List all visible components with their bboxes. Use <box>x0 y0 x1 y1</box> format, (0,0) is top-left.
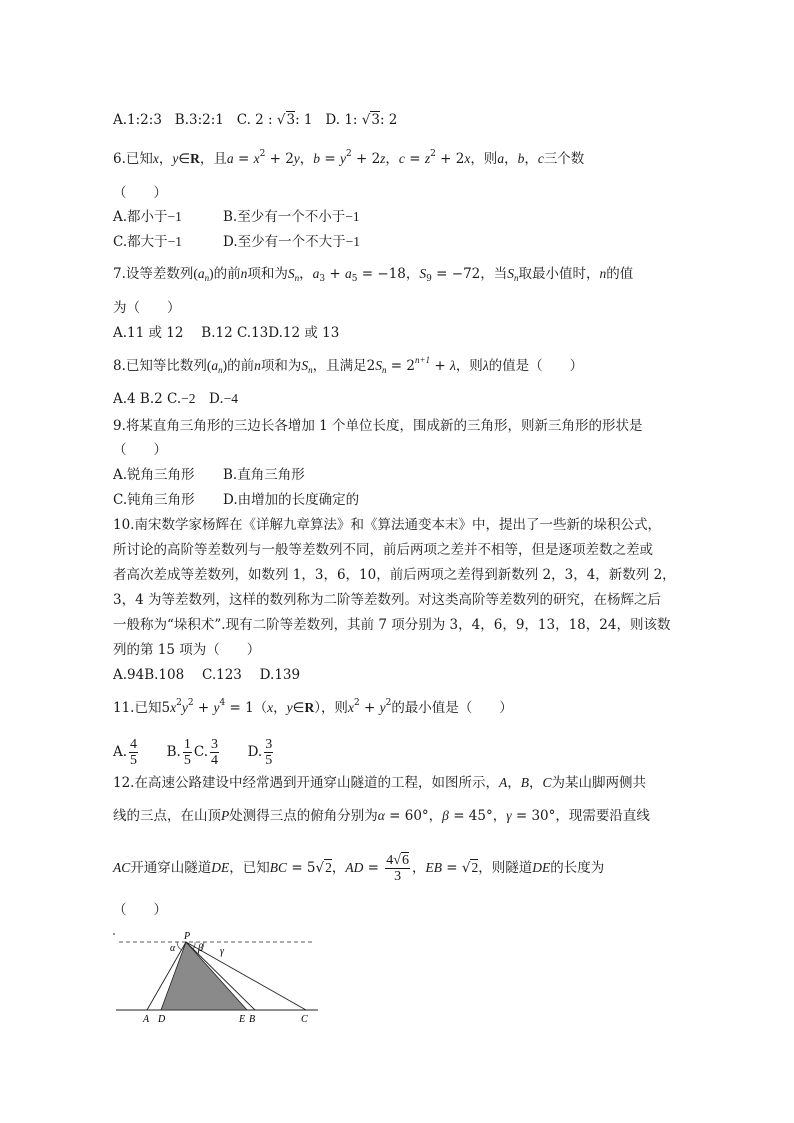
q10-line-1: 10.南宋数学家杨辉在《详解九章算法》和《算法通变本末》中，提出了一些新的垛积公式， <box>113 517 661 533</box>
q10-line-4: 3，4 为等差数列，这样的数列称为二阶等差数列。对这类高阶等差数列的研究，在杨辉之后 <box>113 592 661 608</box>
q6-options-row1 <box>113 207 360 227</box>
q5-option-d: D. 1: √3: 2 <box>325 112 398 128</box>
tunnel-figure <box>113 926 323 1026</box>
q11-option-a: A. $\frac{4}{5}$ <box>113 737 138 768</box>
q11-option-d: D. $\frac{3}{5}$ <box>247 737 273 768</box>
label-beta: β <box>198 943 203 954</box>
label-D: D <box>158 1014 166 1025</box>
q6-paren: （ ） <box>113 185 167 201</box>
q12-line-3: AC开通穿山隧道DE，已知BC = 5√2，AD = $\frac{4√6}{3}$ ，EB = √2，则隧道DE的长度为 <box>113 853 605 884</box>
q5-option-c: C. 2 : √3: 1 <box>236 112 313 128</box>
q9-option-a: A.锐角三角形 <box>113 467 195 483</box>
q5-options <box>113 110 397 130</box>
q9-option-b: B.直角三角形 <box>223 467 305 483</box>
q5-option-a: A.1:2:3 <box>113 112 162 128</box>
q9-stem: 9.将某直角三角形的三边长各增加 1 个单位长度，围成新的三角形，则新三角形的形状是 <box>113 418 643 434</box>
q7-stem: 7.设等差数列$(a_n)$的前n项和为$S_n$，$a_3 + a_5 = -18$，$S_9 = -72$，当$S_n$取最小值时，n的值 <box>113 266 634 284</box>
label-alpha: α <box>170 943 176 954</box>
q9-option-c: C.钝角三角形 <box>113 492 195 508</box>
label-A: A <box>143 1014 150 1025</box>
q6-stem: 6.已知x，y∈R，且$a = x^2 + 2y$，$b = y^2 + 2z$，$c = z^2 + 2x$，则a，b，c三个数 <box>113 149 585 167</box>
q5-option-b: B.3:2:1 <box>174 112 224 128</box>
q10-line-3: 者高次差成等差数列，如数列 1，3，6，10，前后两项之差得到新数列 2，3，4，新数列 2， <box>113 567 676 583</box>
q11-option-b: B. $\frac{1}{5}$ <box>166 737 191 768</box>
label-P: P <box>184 931 191 942</box>
label-gamma: γ <box>220 946 224 957</box>
q7-options: A.11 或 12 B.12 C.13D.12 或 13 <box>113 325 340 341</box>
q10-line-5: 一般称为“垛积术”.现有二阶等差数列，其前 7 项分别为 3，4，6，9，13，18，24，则该数 <box>113 617 671 633</box>
q9-paren: （ ） <box>113 442 167 458</box>
q11-options <box>113 732 275 772</box>
q12-line-1: 12.在高速公路建设中经常遇到开通穿山隧道的工程，如图所示，A，B，C为某山脚两侧共 <box>113 775 646 791</box>
label-B: B <box>249 1014 256 1025</box>
q12-line-2: 线的三点，在山顶P处测得三点的俯角分别为α = 60°，β = 45°，γ = 30°，现需要沿直线 <box>113 808 650 824</box>
q10-line-2: 所讨论的高阶等差数列与一般等差数列不同，前后两项之差并不相等，但是逐项差数之差或 <box>113 542 653 558</box>
q6-options-row2 <box>113 232 360 252</box>
q8-stem: 8.已知等比数列$(a_n)$的前n项和为$S_n$，且满足$2S_n = 2^{n+1} + \lambda$，则λ的值是（ ） <box>113 355 584 375</box>
q11-stem: 11.已知$5x^2y^2 + y^4 = 1(x$，y∈R），则$x^2 + y^2$的最小值是（ ） <box>113 698 513 716</box>
q8-options: A.4 B.2 C.−2 D.−4 <box>113 391 239 407</box>
q10-line-6: 列的第 15 项为（ ） <box>113 642 261 658</box>
label-E: E <box>239 1014 246 1025</box>
q10-options: A.94B.108 C.123 D.139 <box>113 667 301 683</box>
q6-option-d: D.至少有一个不大于−1 <box>223 234 361 250</box>
q9-option-d: D.由增加的长度确定的 <box>223 492 360 508</box>
q9-options-row2 <box>113 490 359 510</box>
q11-option-c: C. $\frac{3}{4}$ <box>193 737 218 768</box>
q9-options-row1 <box>113 465 305 485</box>
label-C: C <box>301 1014 308 1025</box>
q6-option-a: A.都小于−1 <box>113 209 182 225</box>
q12-paren: （ ） <box>113 902 167 918</box>
q6-option-c: C.都大于−1 <box>113 234 183 250</box>
q7-paren: 为（ ） <box>113 300 181 316</box>
q6-option-b: B.至少有一个不小于−1 <box>223 209 360 225</box>
